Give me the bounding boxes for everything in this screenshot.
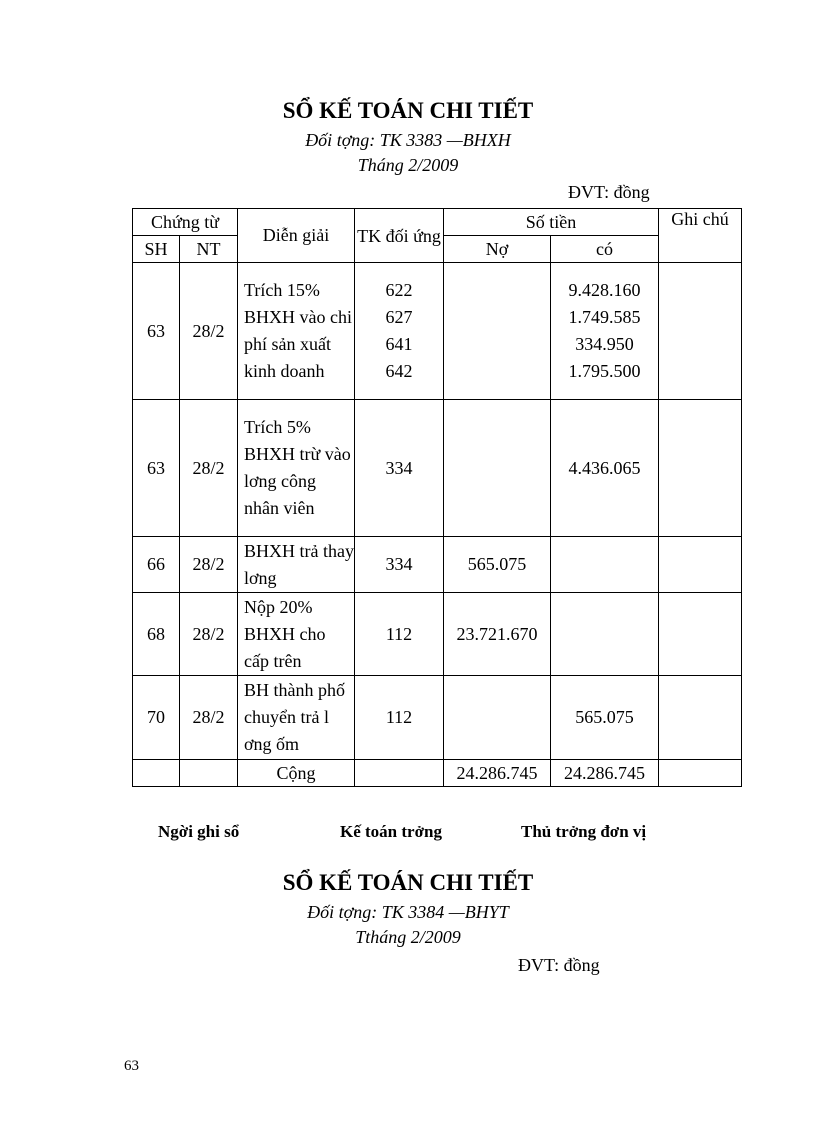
credit-value: 1.795.500 bbox=[568, 361, 641, 381]
cell-credit bbox=[551, 537, 659, 593]
cell-note bbox=[659, 593, 742, 676]
cell-sh: 66 bbox=[133, 537, 180, 593]
cell-debit bbox=[444, 263, 551, 400]
cell-credit bbox=[551, 593, 659, 676]
table-row bbox=[133, 593, 742, 676]
cell-nt: 28/2 bbox=[180, 400, 238, 537]
cell-account: 334 bbox=[355, 400, 444, 537]
header-voucher: Chứng từ bbox=[133, 209, 238, 236]
signature-head: Thủ trởng đơn vị bbox=[521, 822, 647, 841]
table-row bbox=[133, 676, 742, 760]
cell-credit: 565.075 bbox=[551, 676, 659, 760]
cell-description: Nộp 20% BHXH cho cấp trên bbox=[238, 593, 355, 676]
cell-sh: 63 bbox=[133, 263, 180, 400]
header-nt: NT bbox=[180, 236, 238, 263]
table-row bbox=[133, 263, 742, 400]
cell-sh: 63 bbox=[133, 400, 180, 537]
cell-nt: 28/2 bbox=[180, 263, 238, 400]
account-value: 627 bbox=[385, 307, 413, 327]
cell-account: 334 bbox=[355, 537, 444, 593]
cell-debit bbox=[444, 676, 551, 760]
ledger-period: Tháng 2/2009 bbox=[357, 155, 459, 175]
header-amount: Số tiền bbox=[444, 209, 659, 236]
page-number: 63 bbox=[124, 1058, 139, 1074]
ledger-table bbox=[132, 208, 742, 787]
header-description: Diễn giải bbox=[238, 209, 355, 263]
cell-account bbox=[355, 263, 444, 400]
ledger-subject: Đối tợng: TK 3383 —BHXH bbox=[305, 130, 511, 150]
cell-credit bbox=[551, 263, 659, 400]
cell-note bbox=[659, 263, 742, 400]
total-credit: 24.286.745 bbox=[551, 760, 659, 787]
account-value: 642 bbox=[385, 361, 413, 381]
total-debit: 24.286.745 bbox=[444, 760, 551, 787]
header-account bbox=[355, 209, 444, 263]
credit-value: 334.950 bbox=[575, 334, 634, 354]
ledger-period-2: Ttháng 2/2009 bbox=[355, 927, 461, 947]
cell-debit bbox=[444, 400, 551, 537]
cell-nt: 28/2 bbox=[180, 593, 238, 676]
cell-note bbox=[659, 760, 742, 787]
cell-nt: 28/2 bbox=[180, 676, 238, 760]
ledger-title-2: SỔ KẾ TOÁN CHI TIẾT bbox=[282, 870, 534, 895]
ledger-title: SỔ KẾ TOÁN CHI TIẾT bbox=[282, 98, 534, 123]
cell-debit: 565.075 bbox=[444, 537, 551, 593]
currency-unit: ĐVT: đồng bbox=[568, 182, 650, 202]
signature-recorder: Ngời ghi sổ bbox=[158, 822, 240, 841]
cell-description: Trích 15% BHXH vào chi phí sản xuất kinh doanh bbox=[238, 263, 355, 400]
header-account-label: TK đối ứng bbox=[357, 225, 441, 246]
cell-note bbox=[659, 676, 742, 760]
cell-debit: 23.721.670 bbox=[444, 593, 551, 676]
table-row bbox=[133, 400, 742, 537]
cell-sh bbox=[133, 760, 180, 787]
cell-note bbox=[659, 537, 742, 593]
cell-description: BHXH trả thay lơng bbox=[238, 537, 355, 593]
credit-value: 9.428.160 bbox=[568, 280, 641, 300]
credit-value: 1.749.585 bbox=[568, 307, 641, 327]
cell-description: BH thành phố chuyển trả l ơng ốm bbox=[238, 676, 355, 760]
header-sh: SH bbox=[133, 236, 180, 263]
cell-sh: 68 bbox=[133, 593, 180, 676]
cell-description: Trích 5% BHXH trừ vào lơng công nhân viên bbox=[238, 400, 355, 537]
cell-account bbox=[355, 760, 444, 787]
table-row bbox=[133, 537, 742, 593]
header-note: Ghi chú bbox=[659, 209, 742, 263]
ledger-subject-2: Đối tợng: TK 3384 —BHYT bbox=[307, 902, 509, 922]
cell-account: 112 bbox=[355, 676, 444, 760]
total-label: Cộng bbox=[238, 760, 355, 787]
header-credit: có bbox=[551, 236, 659, 263]
total-row bbox=[133, 760, 742, 787]
header-debit: Nợ bbox=[444, 236, 551, 263]
cell-nt bbox=[180, 760, 238, 787]
cell-nt: 28/2 bbox=[180, 537, 238, 593]
account-value: 641 bbox=[385, 334, 413, 354]
cell-note bbox=[659, 400, 742, 537]
cell-credit: 4.436.065 bbox=[551, 400, 659, 537]
signature-chief-accountant: Kế toán trởng bbox=[340, 822, 442, 841]
account-value: 622 bbox=[385, 280, 413, 300]
currency-unit-2: ĐVT: đồng bbox=[518, 955, 600, 975]
cell-account: 112 bbox=[355, 593, 444, 676]
cell-sh: 70 bbox=[133, 676, 180, 760]
